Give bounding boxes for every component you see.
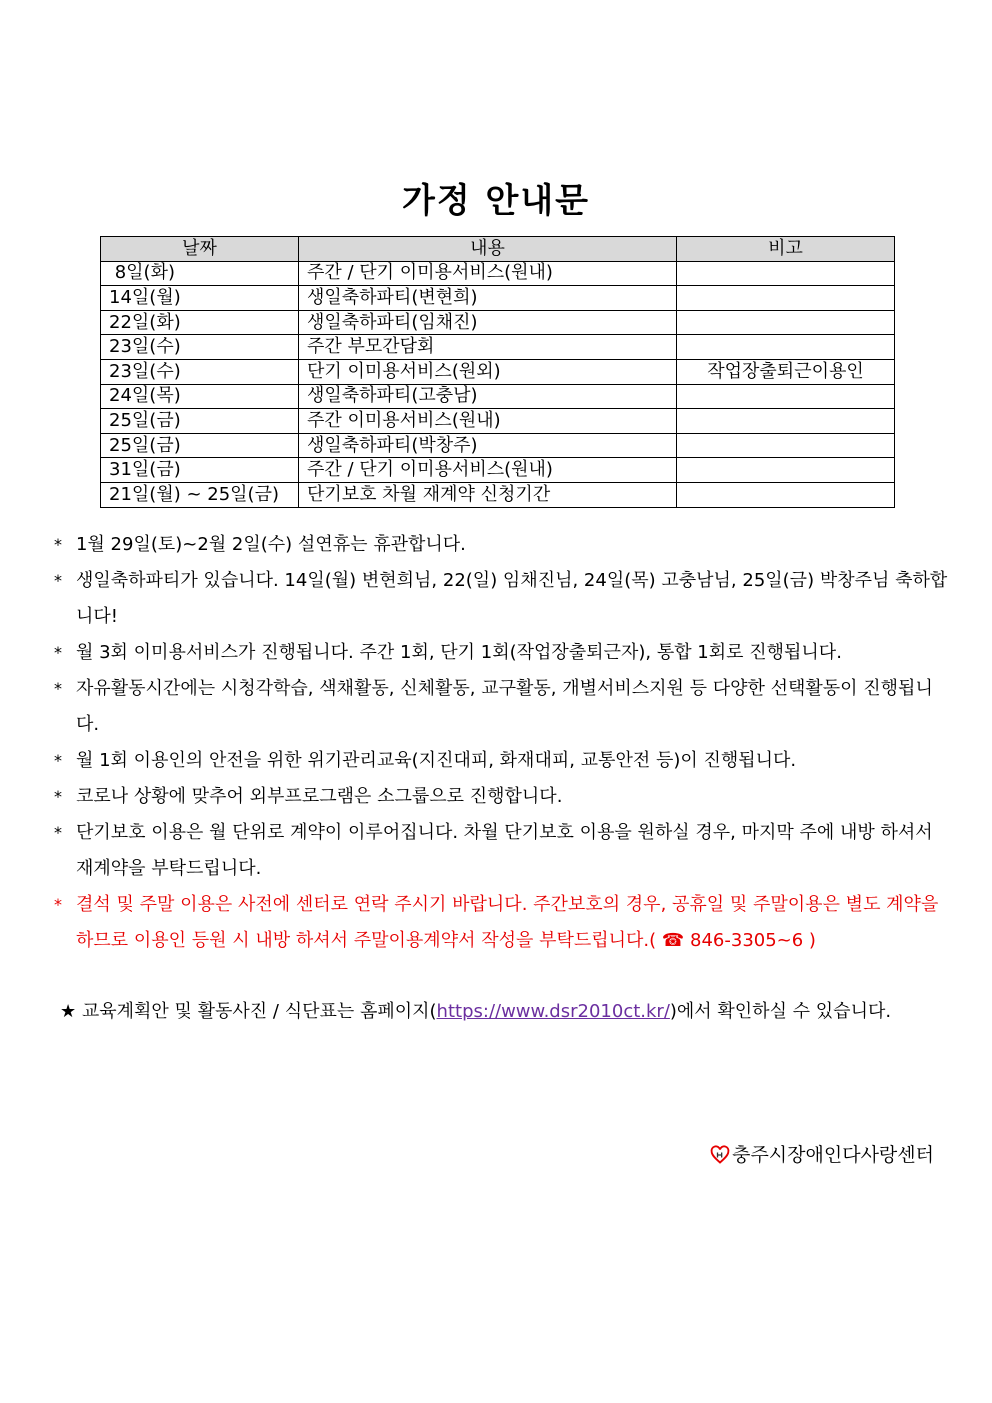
- row-note: [677, 409, 895, 434]
- note-text: 자유활동시간에는 시청각학습, 색채활동, 신체활동, 교구활동, 개별서비스지원 등 다양한 선택활동이 진행됩니다.: [76, 678, 933, 735]
- bullet-asterisk: *: [54, 895, 62, 914]
- homepage-notice: [60, 994, 891, 1030]
- row-date: 8일(화): [101, 261, 299, 286]
- row-date: 25일(금): [101, 433, 299, 458]
- schedule-table: [100, 236, 895, 508]
- row-date: 25일(금): [101, 409, 299, 434]
- row-content: 생일축하파티(고충남): [299, 384, 677, 409]
- row-note: [677, 458, 895, 483]
- row-content: 주간 / 단기 이미용서비스(원내): [299, 458, 677, 483]
- row-note: [677, 261, 895, 286]
- bullet-asterisk: *: [54, 535, 62, 554]
- bullet-asterisk: *: [54, 751, 62, 770]
- table-row: [101, 458, 895, 483]
- table-row: [101, 286, 895, 311]
- note-text-warning: 결석 및 주말 이용은 사전에 센터로 연락 주시기 바랍니다. 주간보호의 경우, 공휴일 및 주말이용은 별도 계약을 하므로 이용인 등원 시 내방 하셔서 주말이용계약서 작성을 부탁드립니다.( ☎ 846-3305~6 ): [76, 894, 939, 951]
- table-row: [101, 359, 895, 384]
- bullet-asterisk: *: [54, 571, 62, 590]
- row-content: 단기보호 차월 재계약 신청기간: [299, 482, 677, 507]
- homepage-prefix: ★ 교육계획안 및 활동사진 / 식단표는 홈페이지(: [60, 1001, 437, 1022]
- table-header-row: [101, 237, 895, 262]
- list-item: [54, 671, 954, 743]
- note-text: 1월 29일(토)~2월 2일(수) 설연휴는 휴관합니다.: [76, 534, 466, 555]
- row-note: [677, 482, 895, 507]
- homepage-suffix: )에서 확인하실 수 있습니다.: [669, 1001, 892, 1022]
- row-note: [677, 335, 895, 360]
- row-content: 생일축하파티(변현희): [299, 286, 677, 311]
- row-date: 21일(월) ~ 25일(금): [101, 482, 299, 507]
- row-note: [677, 384, 895, 409]
- bullet-asterisk: *: [54, 679, 62, 698]
- row-note: [677, 433, 895, 458]
- row-content: 생일축하파티(박창주): [299, 433, 677, 458]
- row-date: 31일(금): [101, 458, 299, 483]
- table-row: [101, 384, 895, 409]
- row-content: 주간 부모간담회: [299, 335, 677, 360]
- row-content: 주간 이미용서비스(원내): [299, 409, 677, 434]
- row-note: 작업장출퇴근이용인: [677, 359, 895, 384]
- header-content: 내용: [299, 237, 677, 262]
- page-title: 가정 안내문: [401, 181, 591, 221]
- list-item: [54, 743, 954, 779]
- row-date: 23일(수): [101, 335, 299, 360]
- heart-logo-icon: [710, 1145, 730, 1165]
- bullet-asterisk: *: [54, 823, 62, 842]
- row-date: 14일(월): [101, 286, 299, 311]
- row-note: [677, 286, 895, 311]
- notes-list: [54, 527, 954, 959]
- row-content: 생일축하파티(임채진): [299, 310, 677, 335]
- footer-signature: [710, 1140, 934, 1170]
- row-date: 23일(수): [101, 359, 299, 384]
- list-item: [54, 779, 954, 815]
- list-item: [54, 815, 954, 887]
- list-item: [54, 563, 954, 635]
- organization-name: 충주시장애인다사랑센터: [732, 1144, 934, 1166]
- homepage-link[interactable]: https://www.dsr2010ct.kr/: [436, 1001, 670, 1022]
- bullet-asterisk: *: [54, 787, 62, 806]
- table-row: [101, 409, 895, 434]
- list-item: [54, 635, 954, 671]
- note-text: 생일축하파티가 있습니다. 14일(월) 변현희님, 22(일) 임채진님, 24일(목) 고충남님, 25일(금) 박창주님 축하합니다!: [76, 570, 948, 627]
- table-row: [101, 482, 895, 507]
- note-text: 단기보호 이용은 월 단위로 계약이 이루어집니다. 차월 단기보호 이용을 원하실 경우, 마지막 주에 내방 하셔서 재계약을 부탁드립니다.: [76, 822, 933, 879]
- table-row: [101, 433, 895, 458]
- note-text: 월 3회 이미용서비스가 진행됩니다. 주간 1회, 단기 1회(작업장출퇴근자), 통합 1회로 진행됩니다.: [76, 642, 842, 663]
- header-date: 날짜: [101, 237, 299, 262]
- row-date: 24일(목): [101, 384, 299, 409]
- row-content: 단기 이미용서비스(원외): [299, 359, 677, 384]
- note-text: 코로나 상황에 맞추어 외부프로그램은 소그룹으로 진행합니다.: [76, 786, 563, 807]
- header-note: 비고: [677, 237, 895, 262]
- row-note: [677, 310, 895, 335]
- table-row: [101, 261, 895, 286]
- row-date: 22일(화): [101, 310, 299, 335]
- bullet-asterisk: *: [54, 643, 62, 662]
- list-item: [54, 527, 954, 563]
- row-content: 주간 / 단기 이미용서비스(원내): [299, 261, 677, 286]
- table-row: [101, 335, 895, 360]
- table-row: [101, 310, 895, 335]
- list-item-warning: [54, 887, 954, 959]
- note-text: 월 1회 이용인의 안전을 위한 위기관리교육(지진대피, 화재대피, 교통안전 등)이 진행됩니다.: [76, 750, 797, 771]
